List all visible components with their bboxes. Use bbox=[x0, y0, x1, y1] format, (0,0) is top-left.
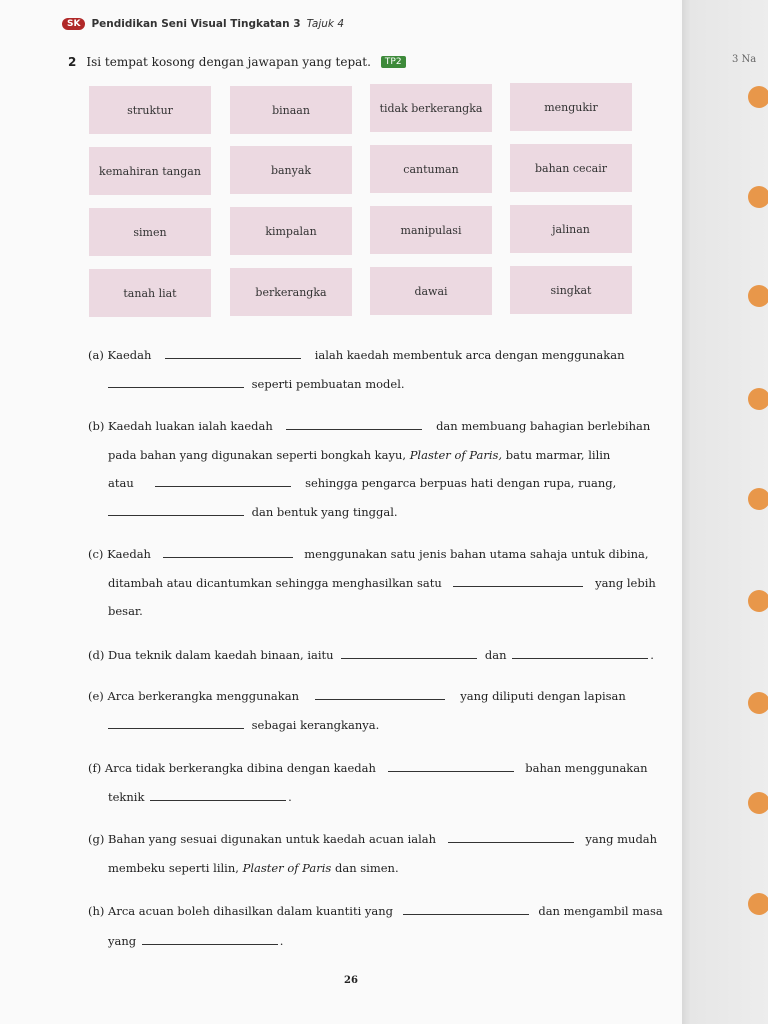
item-e-line-2 bbox=[108, 718, 379, 732]
item-label: (e) bbox=[88, 689, 104, 703]
item-text: dan mengambil masa bbox=[538, 904, 663, 918]
item-text: Arca tidak berkerangka dibina dengan kaedah bbox=[104, 761, 376, 775]
item-text: pada bahan yang digunakan seperti bongkah kayu, bbox=[108, 448, 407, 462]
item-text: atau bbox=[108, 476, 134, 490]
adjacent-page-edge bbox=[682, 0, 768, 1024]
item-text: dan membuang bahagian berlebihan bbox=[436, 419, 651, 433]
item-label: (c) bbox=[88, 547, 104, 561]
answer-blank[interactable] bbox=[165, 348, 301, 359]
answer-blank[interactable] bbox=[448, 832, 574, 843]
item-a-line-1 bbox=[88, 348, 624, 362]
item-text: dan bentuk yang tinggal. bbox=[251, 505, 398, 519]
item-text-italic: Plaster of Paris bbox=[242, 861, 332, 875]
item-label: (g) bbox=[88, 832, 105, 846]
adjacent-page-text: 3 Na bbox=[732, 54, 757, 65]
chapter-tab-icon bbox=[748, 692, 768, 714]
answer-blank[interactable] bbox=[108, 505, 244, 516]
word-bank-box: kemahiran tangan bbox=[89, 147, 211, 195]
item-text: Kaedah luakan ialah kaedah bbox=[108, 419, 273, 433]
item-text: yang diliputi dengan lapisan bbox=[460, 689, 626, 703]
item-b-line-1 bbox=[88, 419, 650, 433]
item-label: (f) bbox=[88, 761, 102, 775]
chapter-tab-icon bbox=[748, 388, 768, 410]
item-label: (b) bbox=[88, 419, 105, 433]
item-text: yang bbox=[108, 934, 137, 948]
answer-blank[interactable] bbox=[341, 648, 477, 659]
item-c-line-3 bbox=[108, 604, 143, 618]
chapter-tab-icon bbox=[748, 893, 768, 915]
word-bank-box: manipulasi bbox=[370, 206, 492, 254]
chapter-tab-icon bbox=[748, 792, 768, 814]
book-title: Pendidikan Seni Visual Tingkatan 3 bbox=[91, 18, 301, 30]
answer-blank[interactable] bbox=[286, 419, 422, 430]
word-bank-box: dawai bbox=[370, 267, 492, 315]
item-h-line-2 bbox=[108, 934, 283, 948]
item-text: sehingga pengarca berpuas hati dengan rupa, ruang, bbox=[305, 476, 617, 490]
item-c-line-1 bbox=[88, 547, 649, 561]
item-text: . bbox=[288, 790, 292, 804]
item-b-line-4 bbox=[108, 505, 398, 519]
item-text: Kaedah bbox=[107, 547, 151, 561]
question-instruction: Isi tempat kosong dengan jawapan yang tepat. bbox=[86, 55, 371, 69]
answer-blank[interactable] bbox=[163, 547, 293, 558]
word-bank-box: bahan cecair bbox=[510, 144, 632, 192]
word-bank-box: banyak bbox=[230, 146, 352, 194]
publisher-logo: SK bbox=[62, 18, 85, 30]
word-bank-box: singkat bbox=[510, 266, 632, 314]
answer-blank[interactable] bbox=[453, 576, 583, 587]
word-bank-box: simen bbox=[89, 208, 211, 256]
item-text: membeku seperti lilin, bbox=[108, 861, 239, 875]
item-text: besar. bbox=[108, 604, 143, 618]
answer-blank[interactable] bbox=[155, 476, 291, 487]
word-bank-box: jalinan bbox=[510, 205, 632, 253]
item-a-line-2 bbox=[108, 377, 405, 391]
item-label: (d) bbox=[88, 648, 105, 662]
chapter-label: Tajuk 4 bbox=[306, 18, 344, 30]
item-text: dan simen. bbox=[334, 861, 399, 875]
item-d-line-1 bbox=[88, 648, 654, 662]
item-b-line-2 bbox=[108, 448, 610, 462]
chapter-tab-icon bbox=[748, 590, 768, 612]
item-b-line-3 bbox=[108, 476, 616, 490]
word-bank-box: struktur bbox=[89, 86, 211, 134]
answer-blank[interactable] bbox=[108, 377, 244, 388]
word-bank-box: berkerangka bbox=[230, 268, 352, 316]
item-text: . bbox=[650, 648, 654, 662]
item-text: Bahan yang sesuai digunakan untuk kaedah acuan ialah bbox=[108, 832, 437, 846]
item-e-line-1 bbox=[88, 689, 626, 703]
word-bank-box: binaan bbox=[230, 86, 352, 134]
answer-blank[interactable] bbox=[388, 761, 514, 772]
question-number: 2 bbox=[68, 55, 77, 69]
item-text: Kaedah bbox=[107, 348, 152, 362]
item-c-line-2 bbox=[108, 576, 656, 590]
item-text: Arca berkerangka menggunakan bbox=[107, 689, 299, 703]
chapter-tab-icon bbox=[748, 186, 768, 208]
item-text: yang mudah bbox=[585, 832, 658, 846]
answer-blank[interactable] bbox=[512, 648, 648, 659]
item-h-line-1 bbox=[88, 904, 663, 918]
item-f-line-1 bbox=[88, 761, 648, 775]
item-text: sebagai kerangkanya. bbox=[251, 718, 380, 732]
answer-blank[interactable] bbox=[315, 689, 445, 700]
answer-blank[interactable] bbox=[142, 934, 278, 945]
item-g-line-2 bbox=[108, 861, 399, 875]
item-text: batu marmar, lilin bbox=[505, 448, 611, 462]
item-text: seperti pembuatan model. bbox=[251, 377, 405, 391]
tp-level-badge: TP2 bbox=[381, 56, 406, 68]
word-bank-box: tidak berkerangka bbox=[370, 84, 492, 132]
item-g-line-1 bbox=[88, 832, 657, 846]
chapter-tab-icon bbox=[748, 285, 768, 307]
item-text: menggunakan satu jenis bahan utama sahaja untuk dibina, bbox=[304, 547, 649, 561]
item-label: (h) bbox=[88, 904, 105, 918]
question-heading bbox=[68, 55, 406, 69]
item-text: Dua teknik dalam kaedah binaan, iaitu bbox=[108, 648, 334, 662]
word-bank-box: mengukir bbox=[510, 83, 632, 131]
chapter-tab-icon bbox=[748, 488, 768, 510]
word-bank-box: tanah liat bbox=[89, 269, 211, 317]
page-number: 26 bbox=[344, 975, 358, 986]
item-f-line-2 bbox=[108, 790, 292, 804]
item-text: teknik bbox=[108, 790, 145, 804]
item-text: bahan menggunakan bbox=[525, 761, 648, 775]
word-bank-box: kimpalan bbox=[230, 207, 352, 255]
answer-blank[interactable] bbox=[108, 718, 244, 729]
item-text: ialah kaedah membentuk arca dengan menggunakan bbox=[314, 348, 625, 362]
word-bank-box: cantuman bbox=[370, 145, 492, 193]
chapter-tab-icon bbox=[748, 86, 768, 108]
page-header bbox=[62, 18, 344, 30]
answer-blank[interactable] bbox=[150, 790, 286, 801]
item-text: Arca acuan boleh dihasilkan dalam kuantiti yang bbox=[108, 904, 394, 918]
answer-blank[interactable] bbox=[403, 904, 529, 915]
item-text: dan bbox=[484, 648, 507, 662]
item-text: ditambah atau dicantumkan sehingga menghasilkan satu bbox=[108, 576, 442, 590]
item-text-italic: Plaster of Paris, bbox=[409, 448, 503, 462]
item-label: (a) bbox=[88, 348, 104, 362]
item-text: yang lebih bbox=[595, 576, 656, 590]
item-text: . bbox=[279, 934, 284, 948]
